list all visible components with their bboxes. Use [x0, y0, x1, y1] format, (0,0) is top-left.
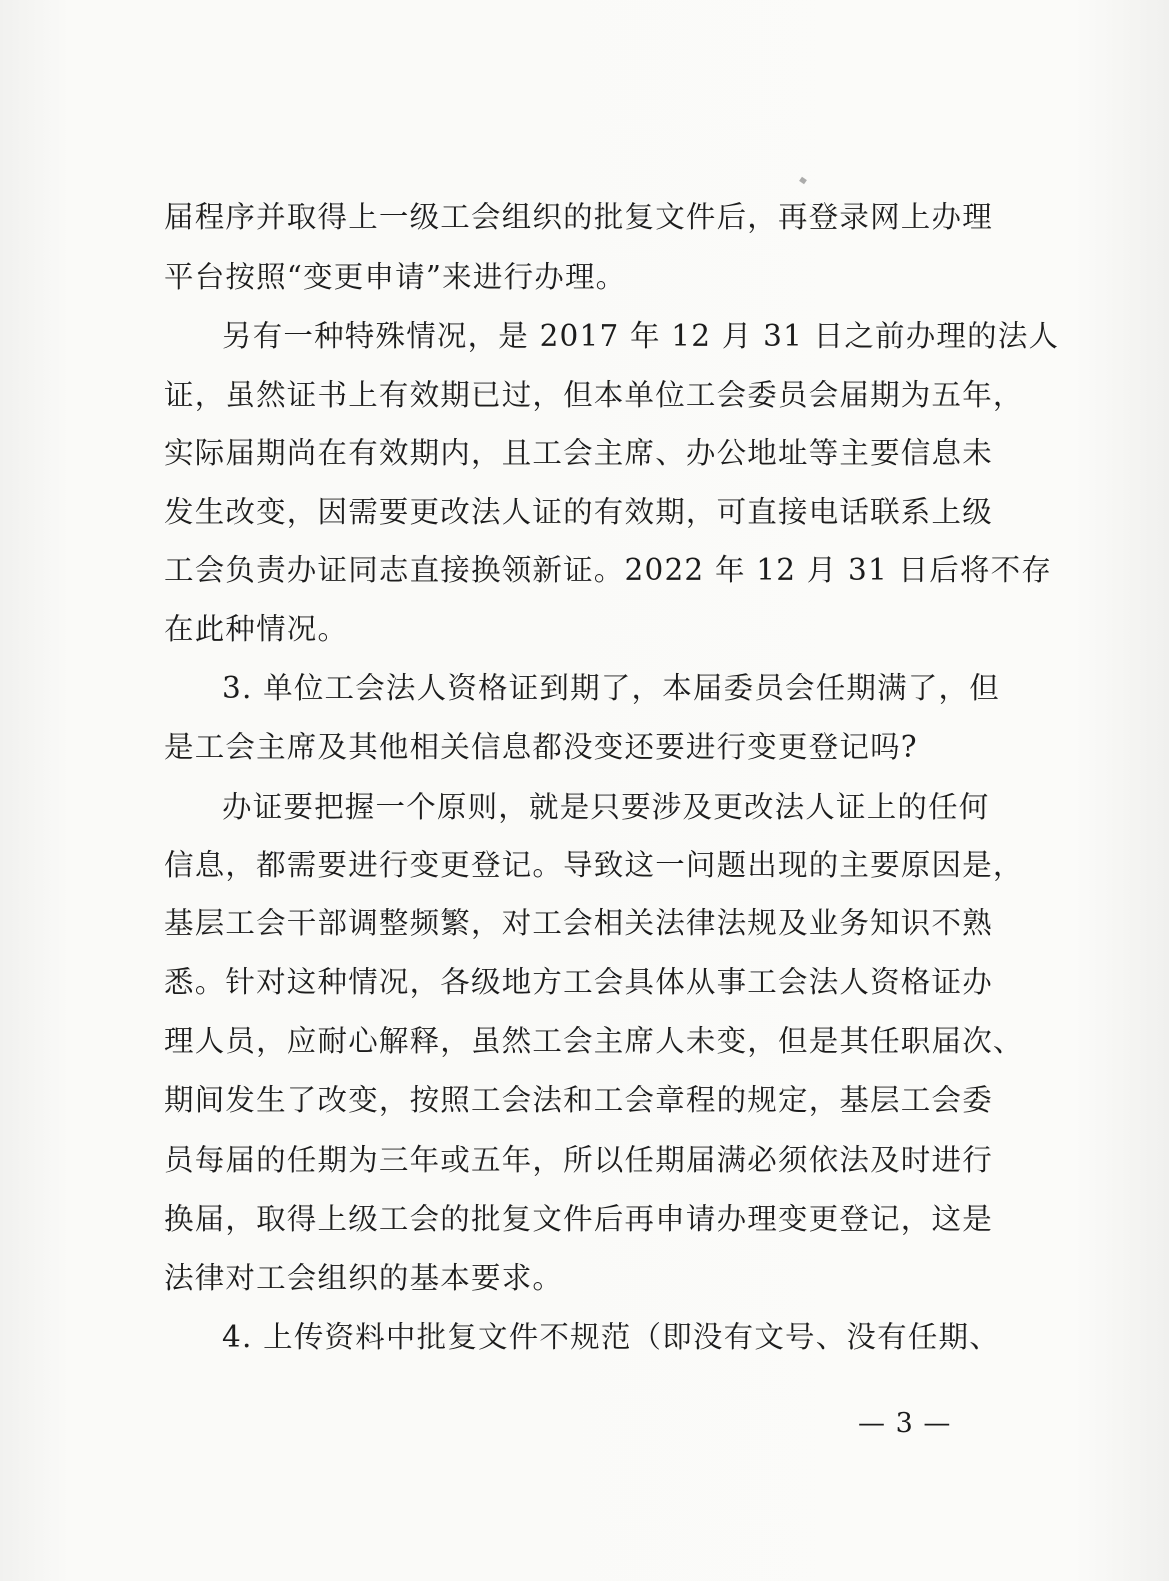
section-heading-line: 3. 单位工会法人资格证到期了，本届委员会任期满了，但 — [222, 671, 1000, 705]
paragraph-start-line: 另有一种特殊情况，是 2017 年 12 月 31 日之前办理的法人 — [222, 319, 1060, 353]
text-line: 员每届的任期为三年或五年，所以任期届满必须依法及时进行 — [164, 1143, 993, 1177]
text-line: 期间发生了改变，按照工会法和工会章程的规定，基层工会委 — [164, 1083, 993, 1117]
text-line: 基层工会干部调整频繁，对工会相关法律法规及业务知识不熟 — [164, 906, 993, 940]
text-line: 在此种情况。 — [164, 612, 349, 646]
text-line: 信息，都需要进行变更登记。导致这一问题出现的主要原因是， — [164, 848, 1024, 882]
scan-speck — [799, 177, 807, 185]
text-line: 发生改变，因需要更改法人证的有效期，可直接电话联系上级 — [164, 495, 993, 529]
text-line: 实际届期尚在有效期内，且工会主席、办公地址等主要信息未 — [164, 436, 993, 470]
text-line: 平台按照“变更申请”来进行办理。 — [164, 260, 627, 294]
text-line: 理人员，应耐心解释，虽然工会主席人未变，但是其任职届次、 — [164, 1024, 1024, 1058]
paragraph-start-line: 办证要把握一个原则，就是只要涉及更改法人证上的任何 — [222, 790, 990, 824]
section-heading-line: 是工会主席及其他相关信息都没变还要进行变更登记吗? — [164, 730, 918, 764]
section-heading-line: 4. 上传资料中批复文件不规范（即没有文号、没有任期、 — [222, 1320, 1000, 1354]
text-line: 悉。针对这种情况，各级地方工会具体从事工会法人资格证办 — [164, 965, 993, 999]
text-line: 工会负责办证同志直接换领新证。2022 年 12 月 31 日后将不存 — [164, 553, 1053, 587]
text-line: 法律对工会组织的基本要求。 — [164, 1261, 564, 1295]
text-line: 换届，取得上级工会的批复文件后再申请办理变更登记，这是 — [164, 1202, 993, 1236]
text-line: 届程序并取得上一级工会组织的批复文件后，再登录网上办理 — [164, 200, 993, 234]
page-number: — 3 — — [858, 1408, 952, 1439]
text-line: 证，虽然证书上有效期已过，但本单位工会委员会届期为五年， — [164, 378, 1024, 412]
